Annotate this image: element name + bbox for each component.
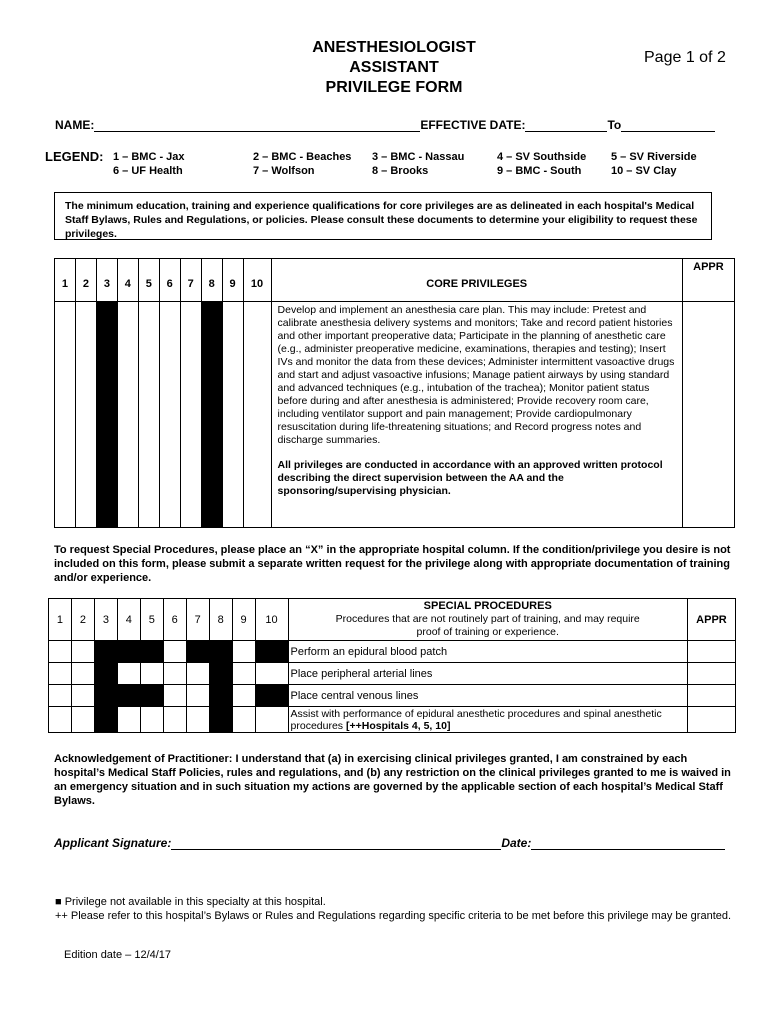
col-header-5: 5 bbox=[140, 599, 163, 641]
title-line: ANESTHESIOLOGIST bbox=[312, 39, 476, 56]
col-header-8: 8 bbox=[209, 599, 232, 641]
page-number: Page 1 of 2 bbox=[644, 49, 726, 66]
core-privilege-description bbox=[271, 302, 682, 528]
special-procedures-subheader: Procedures that are not routinely part of training, and may require proof of training or experience. bbox=[335, 613, 640, 638]
hospital-cell-7[interactable] bbox=[186, 685, 209, 707]
hospital-cell-2[interactable] bbox=[75, 302, 96, 528]
effective-date-label: EFFECTIVE DATE: bbox=[420, 118, 526, 132]
hospital-cell-7[interactable] bbox=[186, 707, 209, 733]
hospital-cell-10[interactable] bbox=[255, 707, 288, 733]
hospital-cell-10[interactable] bbox=[255, 663, 288, 685]
hospital-cell-2[interactable] bbox=[71, 707, 94, 733]
appr-header: APPR bbox=[682, 259, 734, 302]
legend-item: 3 – BMC - Nassau bbox=[372, 151, 465, 163]
appr-cell[interactable] bbox=[687, 707, 735, 733]
signature-label: Applicant Signature: bbox=[54, 836, 172, 850]
col-header-3: 3 bbox=[94, 599, 117, 641]
legend-item: 9 – BMC - South bbox=[497, 165, 582, 177]
hospital-cell-7[interactable] bbox=[180, 302, 201, 528]
unavailable-cell-8 bbox=[201, 302, 222, 528]
col-header-7: 7 bbox=[180, 259, 201, 302]
core-privileges-header: CORE PRIVILEGES bbox=[271, 259, 682, 302]
hospital-cell-1[interactable] bbox=[49, 707, 72, 733]
legend-item: 4 – SV Southside bbox=[497, 151, 587, 163]
col-header-2: 2 bbox=[75, 259, 96, 302]
procedure-label-cell bbox=[288, 707, 687, 733]
legend-item: 6 – UF Health bbox=[113, 165, 183, 177]
edition-date: Edition date – 12/4/17 bbox=[64, 949, 172, 961]
col-header-6: 6 bbox=[163, 599, 186, 641]
procedure-label: Assist with performance of epidural anesthetic procedures and spinal anesthetic procedures bbox=[290, 707, 662, 732]
eligibility-notice bbox=[54, 192, 712, 240]
col-header-9: 9 bbox=[222, 259, 243, 302]
legend-label: LEGEND: bbox=[45, 149, 104, 164]
appr-cell[interactable] bbox=[682, 302, 734, 528]
acknowledgement-text: Acknowledgement of Practitioner: I understand that (a) in exercising clinical privileges granted, I am constrained by each hospital’s Medical Staff Policies, rules and regulations, and (b) any restriction on the clinical privileges granted to me is waived in an emergency situation and in such situation my actions are governed by the applicable section of each hospital’s Medical Staff Bylaws. bbox=[54, 753, 731, 807]
name-label: NAME: bbox=[55, 118, 95, 132]
procedure-label: Perform an epidural blood patch bbox=[288, 641, 687, 663]
col-header-1: 1 bbox=[49, 599, 72, 641]
hospital-cell-1[interactable] bbox=[49, 663, 72, 685]
hospital-cell-9[interactable] bbox=[222, 302, 243, 528]
special-header-row bbox=[49, 599, 736, 641]
hospital-cell-6[interactable] bbox=[163, 641, 186, 663]
name-field[interactable] bbox=[94, 118, 420, 132]
to-date-field[interactable] bbox=[621, 118, 715, 132]
col-header-10: 10 bbox=[243, 259, 271, 302]
core-header-row bbox=[55, 259, 735, 302]
procedure-label: Place central venous lines bbox=[288, 685, 687, 707]
hospital-cell-5[interactable] bbox=[140, 707, 163, 733]
hospital-cell-4[interactable] bbox=[117, 663, 140, 685]
appr-cell[interactable] bbox=[687, 663, 735, 685]
unavailable-cell-8 bbox=[209, 685, 232, 707]
table-row bbox=[49, 641, 736, 663]
table-row bbox=[49, 685, 736, 707]
unavailable-cell-8 bbox=[209, 641, 232, 663]
signature-field[interactable] bbox=[171, 836, 501, 850]
legend-item: 5 – SV Riverside bbox=[611, 151, 697, 163]
unavailable-cell-3 bbox=[96, 302, 117, 528]
hospital-cell-4[interactable] bbox=[117, 707, 140, 733]
legend-item: 7 – Wolfson bbox=[253, 165, 315, 177]
col-header-5: 5 bbox=[138, 259, 159, 302]
procedure-note: [++Hospitals 4, 5, 10] bbox=[345, 719, 451, 732]
hospital-cell-9[interactable] bbox=[232, 685, 255, 707]
col-header-9: 9 bbox=[232, 599, 255, 641]
hospital-cell-1[interactable] bbox=[49, 641, 72, 663]
col-header-8: 8 bbox=[201, 259, 222, 302]
unavailable-cell-4 bbox=[117, 685, 140, 707]
to-label: To bbox=[607, 118, 622, 132]
col-header-4: 4 bbox=[117, 599, 140, 641]
hospital-cell-9[interactable] bbox=[232, 663, 255, 685]
col-header-2: 2 bbox=[71, 599, 94, 641]
unavailable-cell-7 bbox=[186, 641, 209, 663]
special-procedures-intro: To request Special Procedures, please place an “X” in the appropriate hospital column. If the condition/privilege you desire is not included on this form, please submit a separate written request for the privilege along with appropriate documentation of training and/or experience. bbox=[54, 544, 731, 584]
table-row bbox=[49, 663, 736, 685]
unavailable-cell-8 bbox=[209, 663, 232, 685]
date-label: Date: bbox=[501, 836, 532, 850]
footnote-bylaws: ++ Please refer to this hospital’s Bylaws or Rules and Regulations regarding specific criteria to be met before this privilege may be granted. bbox=[55, 910, 732, 922]
legend-item: 2 – BMC - Beaches bbox=[253, 151, 352, 163]
hospital-cell-10[interactable] bbox=[243, 302, 271, 528]
hospital-cell-1[interactable] bbox=[55, 302, 76, 528]
core-privileges-table bbox=[54, 258, 735, 528]
hospital-cell-6[interactable] bbox=[163, 707, 186, 733]
hospital-cell-5[interactable] bbox=[138, 302, 159, 528]
appr-cell[interactable] bbox=[687, 685, 735, 707]
hospital-cell-5[interactable] bbox=[140, 663, 163, 685]
unavailable-cell-3 bbox=[94, 707, 117, 733]
col-header-1: 1 bbox=[55, 259, 76, 302]
hospital-cell-6[interactable] bbox=[163, 663, 186, 685]
unavailable-cell-3 bbox=[94, 685, 117, 707]
protocol-text: All privileges are conducted in accordance with an approved written protocol describing the direct supervision between the AA and the sponsoring/supervising physician. bbox=[277, 459, 663, 497]
title-line: PRIVILEGE FORM bbox=[325, 79, 463, 96]
special-procedures-header-cell bbox=[288, 599, 687, 641]
unavailable-cell-4 bbox=[117, 641, 140, 663]
date-field[interactable] bbox=[531, 836, 725, 850]
name-row bbox=[55, 118, 715, 132]
appr-header: APPR bbox=[687, 599, 735, 641]
unavailable-cell-8 bbox=[209, 707, 232, 733]
legend-item: 10 – SV Clay bbox=[611, 165, 677, 177]
unavailable-cell-5 bbox=[140, 641, 163, 663]
unavailable-cell-3 bbox=[94, 663, 117, 685]
core-privilege-row bbox=[55, 302, 735, 528]
hospital-cell-2[interactable] bbox=[71, 663, 94, 685]
unavailable-cell-10 bbox=[255, 641, 288, 663]
form-title bbox=[300, 38, 488, 98]
col-header-7: 7 bbox=[186, 599, 209, 641]
hospital-cell-4[interactable] bbox=[117, 302, 138, 528]
unavailable-cell-3 bbox=[94, 641, 117, 663]
signature-row bbox=[54, 836, 725, 850]
core-description-text: Develop and implement an anesthesia care plan. This may include: Pretest and calibrate anesthesia delivery systems and monitors; Take and record patient histories and other important preoperative data; Participate in the planning of anesthetic care (e.g., administer preoperative medicine, examinations, therapies and testing); Insert IVs and monitor the data from these devices; Administer intermittent vasoactive drugs and start and adjust vasoactive infusions; Manage patient airways by using standard and advanced techniques (e.g., intubation of the trachea); Monitor patient status before during and after anesthesia is administered; Provide recovery room care, including ventilator support and pain management; Provide cardiopulmonary resuscitation during life-threatening situations; and Record progress notes and discharge summaries. bbox=[277, 304, 675, 446]
col-header-10: 10 bbox=[255, 599, 288, 641]
footnote-unavailable: ■ Privilege not available in this specialty at this hospital. bbox=[55, 896, 326, 908]
notice-text: The minimum education, training and experience qualifications for core privileges are as delineated in each hospital's Medical Staff Bylaws, Rules and Regulations, or policies. Please consult these documents to determine your eligibility to request these privileges. bbox=[65, 200, 698, 240]
hospital-cell-9[interactable] bbox=[232, 707, 255, 733]
hospital-cell-9[interactable] bbox=[232, 641, 255, 663]
hospital-cell-2[interactable] bbox=[71, 685, 94, 707]
col-header-4: 4 bbox=[117, 259, 138, 302]
special-procedures-table bbox=[48, 598, 736, 733]
appr-cell[interactable] bbox=[687, 641, 735, 663]
hospital-cell-7[interactable] bbox=[186, 663, 209, 685]
special-procedures-header: SPECIAL PROCEDURES bbox=[423, 600, 552, 612]
hospital-cell-2[interactable] bbox=[71, 641, 94, 663]
hospital-cell-6[interactable] bbox=[159, 302, 180, 528]
unavailable-cell-5 bbox=[140, 685, 163, 707]
procedure-label: Place peripheral arterial lines bbox=[288, 663, 687, 685]
col-header-3: 3 bbox=[96, 259, 117, 302]
table-row bbox=[49, 707, 736, 733]
legend-item: 8 – Brooks bbox=[372, 165, 429, 177]
legend-item: 1 – BMC - Jax bbox=[113, 151, 185, 163]
col-header-6: 6 bbox=[159, 259, 180, 302]
unavailable-cell-10 bbox=[255, 685, 288, 707]
hospital-cell-6[interactable] bbox=[163, 685, 186, 707]
title-line: ASSISTANT bbox=[349, 59, 439, 76]
hospital-cell-1[interactable] bbox=[49, 685, 72, 707]
effective-date-field[interactable] bbox=[525, 118, 607, 132]
